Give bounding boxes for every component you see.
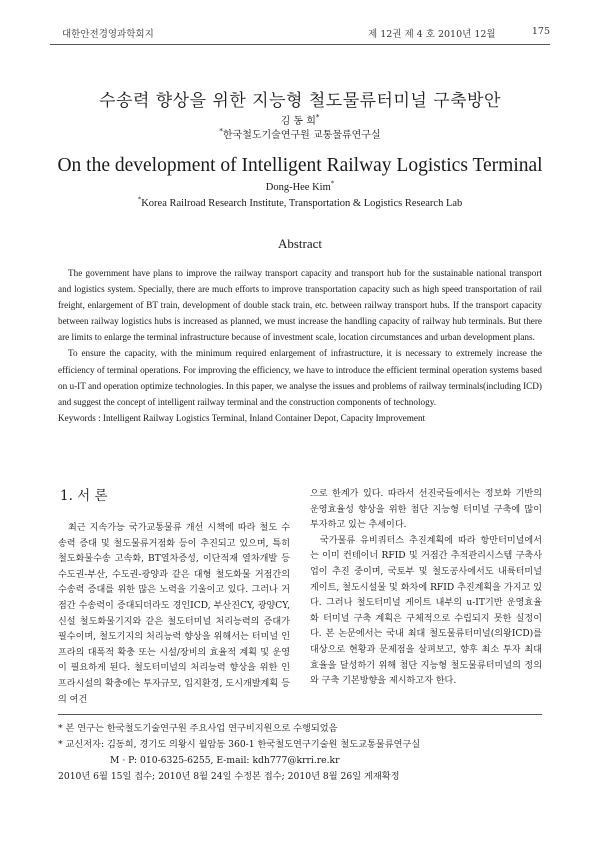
footnotes: [58, 721, 542, 785]
journal-name: 대한안전경영과학회지: [62, 29, 154, 40]
english-affiliation-line: [0, 195, 600, 209]
keywords-list: : Intelligent Railway Logistics Terminal, Inland Container Depot, Capacity Improvement: [95, 412, 426, 423]
english-author-line: [0, 179, 600, 193]
english-title: On the development of Intelligent Railway Logistics Terminal: [57, 155, 543, 176]
english-author: Dong-Hee Kim: [265, 182, 331, 193]
keywords-label: Keywords: [58, 412, 96, 423]
footnote-contact: M · P: 010-6325-6255, E-mail: kdh777@krri.re.kr: [110, 755, 340, 766]
footnote-corresponding-author: * 교신저자: 김동희, 경기도 의왕시 월암동 360-1 한국철도연구기술원 철도교통물류연구실: [58, 739, 421, 750]
running-header: [50, 26, 550, 40]
english-affiliation: Korea Railroad Research Institute, Transportation & Logistics Research Lab: [141, 198, 463, 209]
korean-title: 수송력 향상을 위한 지능형 철도물류터미널 구축방안: [99, 91, 501, 111]
keywords-line: [58, 410, 542, 426]
korean-affiliation-line: [0, 126, 600, 141]
footnote-dates: 2010년 6월 15일 접수; 2010년 8월 24일 수정본 접수; 2010년 8월 26일 게재확정: [58, 771, 400, 782]
header-rule: [50, 44, 550, 45]
korean-author-line: [0, 112, 600, 127]
english-author-mark: *: [330, 179, 335, 188]
footnote-funding: * 본 연구는 한국철도기술연구원 주요사업 연구비지원으로 수행되었음: [58, 723, 338, 734]
abstract-heading: Abstract: [277, 236, 323, 251]
abstract-paragraph-2: To ensure the capacity, with the minimum required enlargement of infrastructure, it is necessary to extremely increase the efficiency of terminal operations. For improving the efficiency, we have to introduce the efficient terminal operation systems based on u-IT and operation optimize technologies. In this paper, we analyse the issues and problems of railway terminals(including ICD) and suggest the concept of intelligent railway terminal and the construction components of technology.: [58, 348, 542, 407]
korean-author: 김 동 희: [280, 116, 316, 127]
english-affiliation-mark: *: [137, 195, 142, 204]
left-column: [58, 487, 290, 705]
abstract-paragraph-1: The government have plans to improve the railway transport capacity and transport hub for the sustainable national transport and logistics system. Specially, there are much efforts to improve transportation capacity such as high speed transportation of rail freight, enlargement of BT train, development of double stack train, etc. between railway transport hubs. If the transport capacity between railway logistics hubs is increased as planned, we must increase the handling capacity of railway hub terminals. But there are limits to enlarge the terminal infrastructure because of investment scale, location circumstances and urban development plans.: [58, 268, 542, 343]
korean-affiliation-mark: *: [219, 127, 223, 136]
page-number: 175: [531, 26, 550, 37]
section-1-paragraph-2: 국가물류 유비쿼터스 추진계획에 따라 항만터미널에서는 이미 컨테이너 RFID 및 거점간 추적관리시스템 구축사업이 추진 중이며, 국토부 및 철도공사에서도 내륙터미널 게이트, 철도시설물 및 화차에 RFID 추진계획을 가지고 있다. 그러나 철도터미널 게이트 내부의 u-IT기반 운영효율화 터미널 구축 계획은 구체적으로 수립되지 못한 실정이다. 본 논문에서는 국내 최대 철도물류터미널(의왕ICD)를 대상으로 현황과 문제점을 살펴보고, 향후 최소 투자 최대 효율을 달성하기 위해 첨단 지능형 철도물류터미널의 정의와 구축 기본방향을 제시하고자 한다.: [310, 535, 542, 687]
section-1-heading: 1. 서 론: [60, 488, 108, 504]
right-column: [310, 487, 542, 690]
footnote-rule: [58, 714, 542, 715]
korean-affiliation: 한국철도기술연구원 교통물류연구실: [222, 130, 381, 141]
issue-info: 제 12권 제 4 호 2010년 12월: [368, 29, 496, 40]
section-1-continuation: 으로 한계가 있다. 따라서 선진국들에서는 정보화 기반의 운영효율성 향상을 위한 첨단 지능형 터미널 구축에 많이 투자하고 있는 추세이다.: [310, 489, 542, 531]
abstract-body: [58, 265, 542, 426]
section-1-paragraph-1: 최근 지속가능 국가교통물류 개선 시책에 따라 철도 수송력 증대 및 철도물류거점화 등이 추진되고 있으며, 특히 철도화물수송 고속화, BT열차증성, 이단적재 열차개발 등 수도권-부산, 수도권-광양과 같은 대형 철도화물 거점간의 수송력 증대를 위한 많은 노력을 기울이고 있다. 그러나 거점간 수송력이 증대되더라도 경인ICD, 부산진CY, 광양CY, 신설 철도화물기지와 같은 철도터미널 처리능력의 증대가 필수이며, 철도기지의 처리능력 향상을 위해서는 터미널 인프라의 대폭적 확충 또는 시설/장비의 효율적 계획 및 운영이 필요하게 된다. 철도터미널의 처리능력 향상을 위한 인프라시설의 확충에는 투자규모, 입지환경, 도시개발계획 등의 여건: [58, 523, 290, 705]
korean-author-mark: *: [315, 113, 320, 122]
